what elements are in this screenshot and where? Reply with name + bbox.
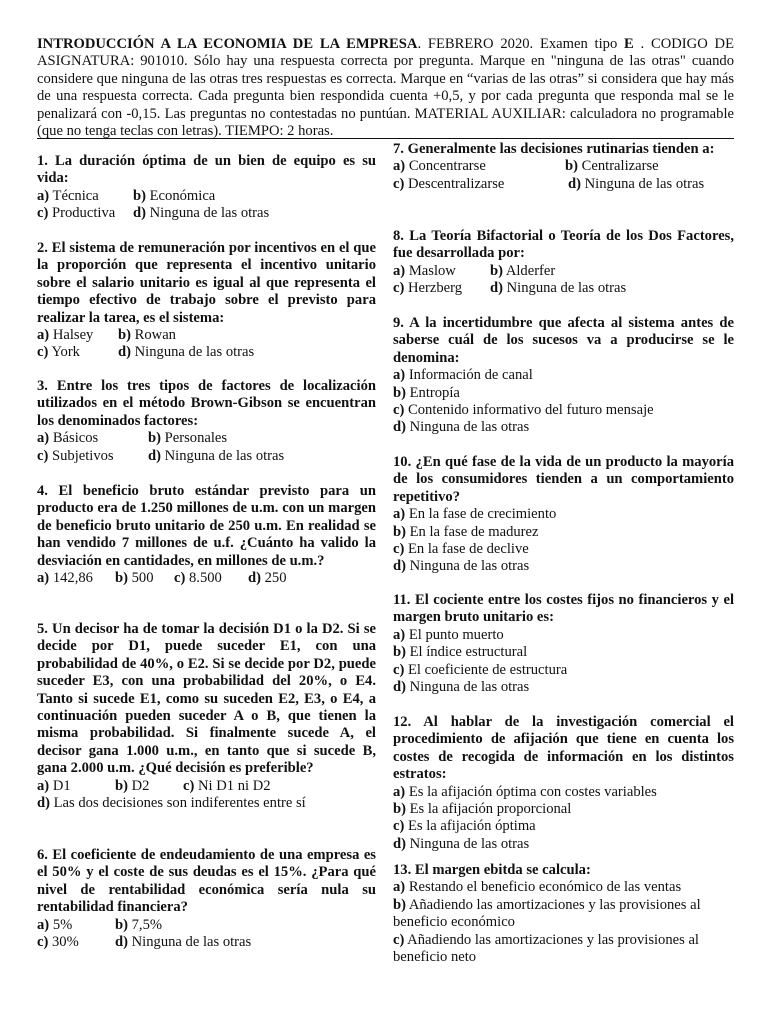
option-letter: b) — [148, 430, 161, 447]
answer-option — [490, 280, 626, 297]
option-letter: a) — [393, 262, 406, 279]
option-letter: a) — [37, 916, 50, 933]
header-divider — [37, 138, 734, 139]
option-letter: b) — [118, 327, 131, 344]
answer-option — [393, 176, 504, 193]
option-letter: c) — [393, 402, 405, 419]
answer-option — [37, 205, 115, 222]
answer-option — [393, 818, 734, 835]
option-letter: b) — [393, 801, 406, 818]
option-text: El coeficiente de estructura — [404, 661, 568, 678]
option-letter: c) — [393, 280, 405, 297]
option-letter: d) — [248, 570, 261, 587]
option-text: Entropía — [405, 384, 460, 401]
options-row — [393, 176, 734, 193]
option-letter: a) — [393, 783, 406, 800]
option-letter: c) — [393, 661, 405, 678]
answer-option — [393, 280, 462, 297]
option-text: Ni D1 ni D2 — [194, 777, 271, 794]
option-text: Ninguna de las otras — [405, 419, 530, 436]
option-text: Económica — [145, 187, 216, 204]
option-text: Es la afijación óptima — [404, 818, 536, 835]
option-letter: a) — [37, 777, 50, 794]
option-letter: b) — [565, 158, 578, 175]
answer-option — [37, 934, 79, 951]
answer-option — [115, 570, 154, 587]
answer-option — [37, 344, 80, 361]
option-text: Maslow — [405, 262, 456, 279]
option-text: Añadiendo las amortizaciones y las provisiones al beneficio neto — [393, 931, 699, 966]
question-block — [393, 315, 734, 437]
option-text: Ninguna de las otras — [405, 679, 530, 696]
answer-option — [115, 917, 162, 934]
option-text: Halsey — [49, 327, 94, 344]
option-letter: d) — [118, 344, 131, 361]
options-row — [37, 205, 376, 222]
option-letter: c) — [37, 205, 49, 222]
answer-option — [115, 934, 251, 951]
exam-type: E — [624, 36, 634, 52]
option-text: Contenido informativo del futuro mensaje — [404, 402, 654, 419]
answer-option — [393, 541, 734, 558]
option-text: Es la afijación óptima con costes variables — [405, 783, 657, 800]
option-text: Técnica — [49, 187, 99, 204]
option-text: Restando el beneficio económico de las ventas — [405, 879, 682, 896]
option-text: Ninguna de las otras — [127, 934, 252, 951]
option-text: Ninguna de las otras — [130, 344, 255, 361]
option-text: 5% — [49, 916, 73, 933]
option-text: En la fase de madurez — [405, 523, 539, 540]
option-text: Personales — [160, 430, 228, 447]
option-letter: a) — [393, 626, 406, 643]
question-stem: 11. El cociente entre los costes fijos no financieros y el margen bruto unitario es: — [393, 592, 734, 626]
exam-title: INTRODUCCIÓN A LA ECONOMIA DE LA EMPRESA — [37, 36, 418, 52]
option-letter: a) — [393, 506, 406, 523]
option-text: D1 — [49, 777, 71, 794]
option-letter: d) — [133, 205, 146, 222]
answer-option — [393, 524, 734, 541]
answer-option — [393, 897, 734, 932]
options-row — [37, 778, 376, 795]
answer-option — [118, 344, 254, 361]
answer-option — [393, 836, 734, 853]
option-text: Ninguna de las otras — [502, 280, 627, 297]
option-text: Ninguna de las otras — [160, 447, 285, 464]
exam-instructions: DE ASIGNATURA: 901010. Sólo hay una respuesta correcta por pregunta. Marque en "ninguna de las otras" cuando considere que ninguna de las otras tres respuestas es correcta. Marque en “varias de las otras” si considera que hay más de una respuesta correcta. Cada pregunta bien respondida cuenta +0,5, y por cada pregunta que responda mal se le penalizará con -0,15. Las preguntas no contestadas no puntúan. MATERIAL AUXILIAR: calculadora no programable (que no tenga teclas con letras). TIEMPO: 2 horas. — [37, 36, 734, 140]
question-stem: 3. Entre los tres tipos de factores de localización utilizados en el método Brown-Gibson se encuentran los denominados factores: — [37, 378, 376, 429]
options-row — [393, 263, 734, 280]
option-letter: c) — [174, 570, 186, 587]
options-row — [37, 327, 376, 344]
options-row — [37, 430, 376, 447]
answer-option — [490, 263, 555, 280]
option-text: 250 — [260, 570, 287, 587]
answer-option — [393, 158, 486, 175]
option-text: D2 — [127, 777, 150, 794]
exam-date-type-prefix: . FEBRERO 2020. Examen tipo — [417, 36, 625, 52]
option-letter: a) — [393, 879, 406, 896]
answer-option — [148, 448, 284, 465]
answer-option — [393, 784, 734, 801]
option-letter: c) — [393, 175, 405, 192]
option-letter: b) — [490, 262, 503, 279]
option-letter: b) — [115, 570, 128, 587]
answer-option — [393, 385, 734, 402]
question-stem: 9. A la incertidumbre que afecta al sistema antes de saberse cuál de los sucesos va a producirse se le denomina: — [393, 315, 734, 366]
option-text: 8.500 — [185, 570, 222, 587]
answer-option — [115, 778, 149, 795]
options-row — [37, 570, 376, 587]
option-text: Subjetivos — [48, 447, 114, 464]
exam-code-prefix: . CODIGO — [633, 36, 708, 52]
answer-option — [393, 644, 734, 661]
question-block — [37, 621, 376, 812]
options-row — [37, 344, 376, 361]
question-stem: 12. Al hablar de la investigación comercial el procedimiento de afijación que tiene en cuenta los costes de recogida de información en los distintos estratos: — [393, 714, 734, 783]
question-stem: 2. El sistema de remuneración por incentivos en el que la proporción que representa el incentivo unitario sobre el salario unitario es igual al que representa el tiempo efectivo de trabajo sobre el previsto para realizar la tarea, es el sistema: — [37, 240, 376, 326]
option-text: 142,86 — [49, 570, 93, 587]
option-text: El punto muerto — [405, 626, 504, 643]
option-letter: c) — [393, 541, 405, 558]
option-letter: d) — [37, 795, 50, 812]
answer-option — [393, 932, 734, 967]
question-block — [393, 592, 734, 696]
question-block — [393, 228, 734, 298]
option-letter: c) — [393, 818, 405, 835]
question-block — [393, 141, 734, 193]
option-letter: b) — [393, 644, 406, 661]
option-letter: d) — [393, 558, 406, 575]
answer-option — [37, 795, 306, 812]
answer-option — [565, 158, 659, 175]
options-row — [393, 280, 734, 297]
option-text: Concentrarse — [405, 158, 486, 175]
option-letter: b) — [115, 777, 128, 794]
answer-option — [37, 448, 114, 465]
answer-option — [393, 402, 734, 419]
question-stem: 4. El beneficio bruto estándar previsto para un producto era de 1.250 millones de u.m. con un margen de beneficio bruto unitario de 250 u.m. En realidad se han vendido 7 millones de u.f. ¿Cuánto ha valido la desviación en cantidades, en millones de u.m.? — [37, 483, 376, 569]
question-stem: 13. El margen ebitda se calcula: — [393, 862, 591, 878]
option-letter: c) — [183, 777, 195, 794]
answer-option — [248, 570, 287, 587]
answer-option — [133, 188, 215, 205]
option-text: Herzberg — [404, 280, 463, 297]
answer-option — [393, 801, 734, 818]
answer-option — [393, 367, 734, 384]
answer-option — [37, 188, 99, 205]
question-stem: 10. ¿En qué fase de la vida de un producto la mayoría de los consumidores tienden a un comportamiento repetitivo? — [393, 454, 734, 505]
answer-option — [393, 506, 734, 523]
options-row — [393, 158, 734, 175]
answer-option — [393, 879, 734, 896]
option-text: Ninguna de las otras — [580, 175, 705, 192]
answer-option — [37, 327, 93, 344]
answer-option — [393, 263, 456, 280]
exam-header — [37, 36, 734, 140]
option-letter: c) — [37, 934, 49, 951]
option-text: Ninguna de las otras — [405, 835, 530, 852]
option-text: Centralizarse — [577, 158, 659, 175]
option-letter: d) — [148, 447, 161, 464]
option-text: El índice estructural — [405, 644, 528, 661]
option-letter: a) — [393, 367, 406, 384]
answer-option — [37, 917, 72, 934]
answer-option — [393, 419, 734, 436]
answer-option — [174, 570, 222, 587]
answer-option — [183, 778, 271, 795]
answer-option — [133, 205, 269, 222]
option-text: En la fase de crecimiento — [405, 506, 557, 523]
option-text: Añadiendo las amortizaciones y las provisiones al beneficio económico — [393, 896, 701, 931]
option-text: Descentralizarse — [404, 175, 505, 192]
option-text: Alderfer — [502, 262, 556, 279]
option-text: Información de canal — [405, 367, 533, 384]
option-letter: c) — [37, 344, 49, 361]
question-block — [37, 847, 376, 951]
option-text: Básicos — [49, 430, 99, 447]
question-block — [393, 714, 734, 853]
question-stem: 1. La duración óptima de un bien de equipo es su vida: — [37, 153, 376, 187]
option-text: 30% — [48, 934, 79, 951]
answer-option — [393, 627, 734, 644]
question-block — [37, 483, 376, 587]
options-row — [37, 188, 376, 205]
answer-option — [393, 662, 734, 679]
options-row — [37, 795, 376, 812]
answer-option — [37, 778, 71, 795]
option-text: Ninguna de las otras — [145, 205, 270, 222]
option-letter: d) — [568, 175, 581, 192]
option-text: Es la afijación proporcional — [405, 801, 572, 818]
answer-option — [393, 679, 734, 696]
option-text: Rowan — [130, 327, 176, 344]
option-text: Productiva — [48, 205, 116, 222]
option-letter: d) — [393, 679, 406, 696]
options-row — [37, 917, 376, 934]
option-letter: c) — [37, 447, 49, 464]
question-stem: 5. Un decisor ha de tomar la decisión D1 o la D2. Si se decide por D1, puede suceder E1, con una probabilidad de 40%, o E2. Si se decide por D2, puede suceder E3, con una probabilidad del 20%, o E4. Tanto si sucede E1, como su suceden E2, E3, o E4, a continuación pueden suceder A o B, que tienen la misma probabilidad. Si finalmente sucede A, el decisor gana 1.000 u.m., en tanto que si sucede B, gana 2.000 u.m. ¿Qué decisión es preferible? — [37, 621, 376, 777]
option-text: 500 — [127, 570, 154, 587]
answer-option — [37, 430, 98, 447]
question-stem: 6. El coeficiente de endeudamiento de una empresa es el 50% y el coste de sus deudas es el 15%. ¿Para qué nivel de rentabilidad económica sería nula su rentabilidad financiera? — [37, 847, 376, 916]
option-letter: c) — [393, 931, 405, 948]
option-text: Las dos decisiones son indiferentes entre sí — [49, 795, 306, 812]
question-stem: 7. Generalmente las decisiones rutinarias tienden a: — [393, 141, 715, 157]
option-text: Ninguna de las otras — [405, 558, 530, 575]
option-letter: d) — [490, 280, 503, 297]
option-letter: d) — [393, 419, 406, 436]
option-text: En la fase de declive — [404, 541, 529, 558]
answer-option — [118, 327, 176, 344]
option-letter: d) — [393, 835, 406, 852]
option-letter: b) — [393, 384, 406, 401]
option-letter: b) — [393, 896, 406, 913]
question-block — [37, 378, 376, 465]
option-letter: b) — [393, 523, 406, 540]
option-letter: a) — [37, 327, 50, 344]
answer-option — [393, 558, 734, 575]
option-letter: a) — [37, 430, 50, 447]
question-stem: 8. La Teoría Bifactorial o Teoría de los Dos Factores, fue desarrollada por: — [393, 228, 734, 262]
option-text: 7,5% — [127, 916, 163, 933]
answer-option — [37, 570, 93, 587]
option-letter: a) — [37, 187, 50, 204]
option-letter: b) — [133, 187, 146, 204]
question-block — [393, 454, 734, 576]
option-letter: a) — [37, 570, 50, 587]
option-letter: d) — [115, 934, 128, 951]
option-letter: b) — [115, 916, 128, 933]
options-row — [37, 448, 376, 465]
question-block — [393, 862, 734, 966]
answer-option — [568, 176, 704, 193]
options-row — [37, 934, 376, 951]
question-block — [37, 153, 376, 223]
option-text: York — [48, 344, 80, 361]
option-letter: a) — [393, 158, 406, 175]
answer-option — [148, 430, 227, 447]
question-block — [37, 240, 376, 362]
